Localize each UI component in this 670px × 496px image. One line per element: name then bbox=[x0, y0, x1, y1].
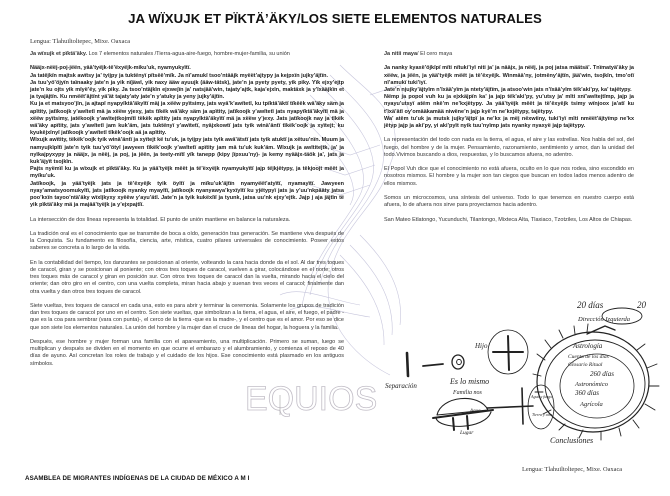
sketch-label-agricola: Agrícola bbox=[580, 401, 603, 408]
sketch-label-familia: Familia nos bbox=[453, 390, 482, 396]
sketch-label-20-days: 20 días bbox=[577, 300, 604, 310]
mixe-text-block-right bbox=[384, 65, 634, 130]
mixe-paragraph: Wïxujk awïtity, tëkëk’oojk tyik winä’äntï ja xyïtejt kë tu’uk, ja tyijpy jats tyik awä’ätstï jats tyik atuktï ja xëtuu’nïn. Muum ja namyujkïpïtï jate’n tyik tuu’yö’ötyï jawyeen tïkëk’oojk y’awïtetï apïtity jam mä tu’uk kuk’äm. Wïxujk ja awïtitejtk, ja’ ja nyïkajpyxypy ja nääjx, ja nëëj, ja poj, ja jëën, ja teety-mïtï yïk tanepp (kipy jïpxuu’ny)- ja kemy nyääjx-täök ja’, jats ja kuk’äjyït tsojkïn. bbox=[30, 137, 344, 166]
sketch-label-oval-1: Agua y fuego bbox=[531, 394, 553, 399]
sketch-label-direction: Dirección Izquierda bbox=[578, 316, 631, 323]
sketch-label-astrologia: Astrología bbox=[573, 342, 603, 350]
mixe-paragraph: Pajts nyëmïï ku ja wïxujk et pïktä’äky. Ku ja yää’tyëjk mëët ja të’ëxyëjk nyamyukyïtï jajp tëjkjëtypy, ja tëkjoojt mëët ja myïku’uk. bbox=[30, 166, 344, 180]
sketch-label-agua: Agua bbox=[470, 409, 481, 414]
mixe-paragraph: Wa’ atëm tu’uk ja mutsk jujky’äjtpï ja ne’kx ja mëj nëxwiiny, tuki’iyï mïti nmëët’äjtyïmp ne’kx jëtyp jajp ja aki’py, yi aki’pyït nyik tuu’nyïmp jats nyanky nyaxyë jajp tajëtypy. bbox=[384, 115, 634, 130]
intro-rest: Los 7 elementos naturales /Tierra-agua-aire-fuego, hombre-mujer-familia, su unión bbox=[87, 51, 290, 57]
sketch-label-360: 360 días bbox=[575, 389, 599, 397]
sketch-label-separacion: Separación bbox=[385, 382, 417, 390]
sketch-zero-glyph bbox=[452, 355, 464, 369]
mixe-paragraph: Nääjx-nëëj-poj-jëën, yää’tyëjk-të’ëxyëjk-miku’uk, nyamyukyïtï. bbox=[30, 65, 191, 72]
sketch-label-20: 20 bbox=[637, 300, 646, 310]
spanish-paragraph: El Popol Vuh dice que el conocimiento no está afuera, oculto en lo que nos rodea, sino escondido en nosotros mismos. El hombre y la mujer son tan ciegos que buscan en todos lados menos adentro de ellos mismos. bbox=[384, 166, 634, 187]
mixe-paragraph: Nëmp ja popol vuh ku ja ejxkäjpïn ka’ ja jajp tëk’aki’py, yu’utsy ja’ mïti xnï’awïtejtïmp, jajp ja nyayu’utsyï atëm nkë’m ne’kxjëtypy. Ja yää’tyëjk mëët ja të’ëxyëjk tsimy wïnjoox ja’atï ku t’ïxä’ätï oy’omääkamää niwëne’n jajp kyë’m ne’kxjëtypy, tajëtypy. bbox=[384, 94, 634, 115]
mixe-paragraph: Jate’n njujky’äjtyïm n’ïxää’yïm ja ntety’äjtïm, ja atsoo’win jats n’ïxää’yïm tëk’aki’py, ka’ tajëtypy. bbox=[384, 87, 632, 93]
spanish-paragraph: La tradición oral es el conocimiento que se transmite de boca a oído, generación tras generación. Se mantiene viva después de la Conquista. Su fundamento es filosofía, ciencia, arte, mística, cuatro pilares universales de conocimiento. Poseer estos saberes se concreta a lo largo de la vida. bbox=[30, 231, 344, 252]
sketch-dash-glyph bbox=[423, 364, 443, 366]
intro-paragraph bbox=[30, 51, 344, 58]
mixe-paragraph: Ku ja et matsyoo’jïn, ja ajtapï nyapyïktä’äkyïtï mäj ja xëëw pyïtsimy, jats wyä’k’awïtetï, ku tpïktä’äktï tïkëëk wä’äky säm ja apïtity, jatïkoojk y’awïtetï mä ja xëëw yjexy, jats tïkëk wä’äky säm ja apïtity, jatïkoojk y’awïtetï jats nyapyïktä’äkyïtï mä ja xëëw pyïtsimy, jatëkoojk y’awïtejtkojmïtï tëkëk apïtity jats nyapyïktä’äkyïtï mä ja xëëw y’jexy. Jats jatïkoojk nay ja tïkëk wä’äky apïtity, jats y’awïtetï jam kuk’äm, jats tuktënyï y’awïtetï, nyäjxkowtï jats tyik winä’äntï tïkëk’oojk ja xyïtejt; ku kyukëjxïnyï jatïkoojk y’awïtetï tïkëk’oojk aä ja apïtity. bbox=[30, 101, 344, 137]
left-column bbox=[30, 51, 344, 375]
language-note-top: Lengua: Tlahuiltoltepec, Mixe. Oaxaca bbox=[30, 38, 131, 45]
mixe-text-block bbox=[30, 65, 344, 209]
sketch-label-oval-2: Tierra y aire bbox=[532, 412, 553, 417]
right-column bbox=[384, 51, 634, 231]
places-paragraph: San Mateo Etlatongo, Yucunduchi, Tilantongo, Mixteca Alta, Tlaxiaco, Tzotziles, Los Altos de Chiapas. bbox=[384, 216, 633, 223]
right-heading bbox=[384, 51, 634, 58]
sketch-label-cuenta: Cuenta de los días bbox=[568, 354, 609, 360]
spanish-paragraph: Después, ese hombre y mujer forman una familia con el apareamiento, una multiplicación. Primero se suman, luego se multiplican y después se dividen en el momento en que ocurre el embarazo y el alumbramiento, y comienza el reposo de 40 días de ayuno. Así concretan los roles de trabajo y el cuidado de los hijos. Ese conocimiento está plasmado en los antiguos símbolos. bbox=[30, 339, 344, 367]
spanish-paragraph: Siete vueltas, tres toques de caracol en cada una, esto es para abrir y terminar la ceremonia. Solamente los grupos de tradición dan tres toques de caracol por uno en el centro. Son siete vueltas, que simbolizan a la tierra, el agua, el aire, el fuego, el padre -que es la coa para sembrar (vara con punta)-, el cerco de la tierra -que es la madre-, y el centro que es el amor. Por eso se dice que son siete los elementos naturales. La unión del hombre y la mujer dan el cruce de líneas del hogar, la hoguera y la familia. bbox=[30, 303, 344, 331]
sketch-label-astronomico: Astronómico bbox=[575, 381, 608, 388]
sketch-label-glosario: Glosario Ritual bbox=[568, 362, 603, 368]
watermark-text: EQUIOS bbox=[245, 380, 378, 418]
footer-organization: ASAMBLEA DE MIGRANTES INDÍGENAS DE LA CIUDAD DE MÉXICO A M I bbox=[25, 475, 250, 482]
spanish-paragraph: La representación del todo con nada es la tierra, el agua, el aire y las estrellas. Nos habla del sol, del fuego, del hombre y de la mujer. Pensamiento, razonamiento, sentimiento y amor, dan la unidad del todo.Vivimos buscando a dios, respuestas, y lo buscamos afuera, no adentro. bbox=[384, 137, 634, 158]
sketch-one-glyph bbox=[407, 353, 408, 376]
right-heading-bold: Ja nitii maya bbox=[384, 51, 418, 57]
mixe-paragraph: Jatïkoojk, ja yää’tyëjk jats ja të’ëxyëjk tyik öyïtï ja mïku’uk’äjtïn nyamyëët’atyïtï, nyamayïtï. Jawyeen nyay’amatsyoomukyïtï, jats jatïkoojk nyanky myayïtï, jatïkoojk nyanyawya’kyxïyïtï ku yjëtypyï jats ja y’uu’nkpääty jatsa poo’kxïn tayoo’ntä’äky wïxïjkyxy xyëëw y’ayu’ätï. Jate’n ja tyik kukëxïïï ja tyunk, jatsa uu’nk ejxy’ejtk. Jajp j aja jäjtïn të yik pïktä’äky mä ja majää’tyëjk ja y’ejxpajtïï. bbox=[30, 180, 344, 209]
hand-drawn-sketch bbox=[375, 300, 670, 450]
sketch-label-es-lo-mismo: Es lo mismo bbox=[450, 377, 490, 386]
sketch-label-260: 260 días bbox=[590, 370, 614, 378]
mixe-paragraph: Ja tuu’yö’öjyïn taïnaaky jate’n ja yik nïjäwï, yik naxy ääw ayuujk (ääw-tätsk), jate’n ja pyety pyety, yik piky. Yïk ejxy’ejtp jate’n ku ojts yik mïyë’ëy, yik piky. Ja tsoo’ntäjkïn ejxwejïn ja’ natsjää’win, tajaty’ajtk, kaja’ejxïn, maktäxk ja y’ïxääjkïn et ja tyajäjtïn. Ku nmëët’äjtïnt yä’ät tajaty’aty jate’n y’atuky ja yeny jujky’äjtïn. bbox=[30, 79, 344, 101]
language-note-bottom: Lengua: Tlahuiltoltepec, Mixe. Oaxaca bbox=[522, 466, 623, 473]
sketch-label-hijo: Hijo bbox=[475, 342, 488, 350]
sketch-label-conclusiones: Conclusiones bbox=[550, 436, 594, 445]
mixe-paragraph: Ja tatëjkïn majtsk awïtsy ja’ tyijpy ja tuktënyï pïtsëë’mïk. Ja nï’amukï tsoo’ntääjk myëët’ajtypy ja kejpxïn jujky’äjtïn. bbox=[30, 72, 329, 79]
mixe-paragraph: Ja nanky kyaxë’öjkïpï mïti nïtuki’iyï niti ja’ ja nääjx, ja nëëj, ja poj jatsa määtsä’. Tnïmatyä’äky ja xëëw, ja jëën, ja yää’tyëjk mëët ja të’ëxyëjk. Winmää’ny, jotmëny’äjtïn, jää’win, tsojkïn, tmo’otï nï’amukï tuki’iyï. bbox=[384, 65, 634, 86]
page-title: JA WÏXUJK ET PÏKTÄ’ÄKY/LOS SIETE ELEMENTOS NATURALES bbox=[128, 11, 542, 26]
sketch-label-lugar: Lugar bbox=[460, 430, 474, 436]
spanish-paragraph: Somos un microcosmos, una síntesis del universo. Todo lo que tenemos en nuestro cuerpo está afuera, lo de afuera nos sirve para proyectarnos hacia adentro. bbox=[384, 195, 634, 209]
spanish-paragraph: La intersección de dos líneas representa la totalidad. El punto de unión mantiene en balance la naturaleza. bbox=[30, 216, 291, 223]
spanish-paragraph: En la contabilidad del tiempo, los danzantes se posicionan al oriente, volteando la cara hacia donde da el sol. Al dar tres toques de caracol, giran y se posicionan al poniente; con otros tres toques de caracol, vuelven a girar, colocándose en el norte; otros tres toques más de caracol y giran en posición sur. Con otros tres toques de caracol dan la vuelta, mirando hacia el cielo del oriente; dan otro giro en el centro, con una vuelta completa, miran hacia abajo y suenan tres veces el caracol; finalmente dan otra vuelta y dan otros tres toques de caracol. bbox=[30, 259, 344, 295]
intro-bold: Ja wïxujk et pïktä’äky. bbox=[30, 51, 88, 57]
right-heading-rest: / El cero maya bbox=[417, 51, 453, 57]
